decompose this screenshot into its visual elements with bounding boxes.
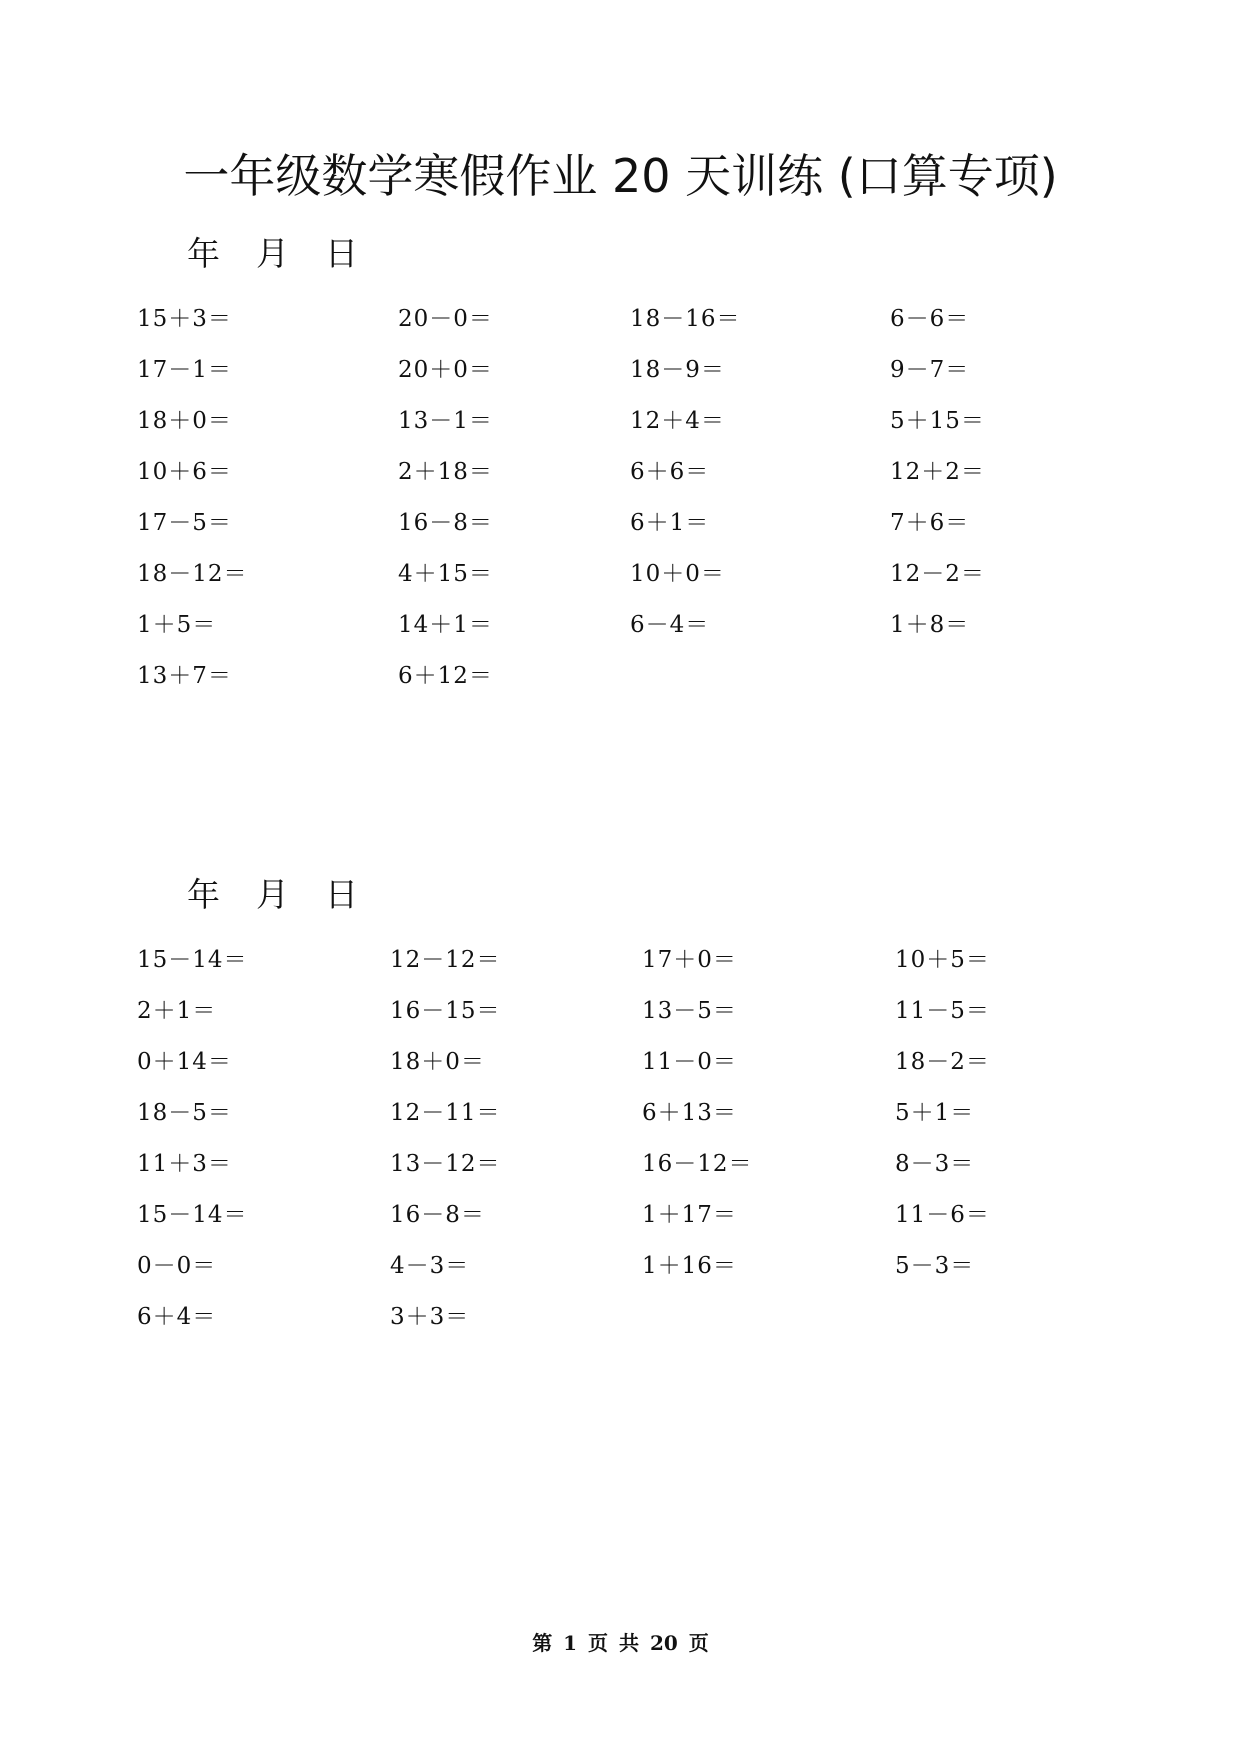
problem-item: 15＋3＝: [137, 306, 232, 332]
date-day-label: 日: [325, 875, 358, 914]
problem-item: 1＋17＝: [642, 1202, 737, 1228]
problem-item: 10＋0＝: [630, 561, 725, 587]
problem-item: 17－1＝: [137, 357, 232, 383]
date-line-2: [187, 875, 358, 915]
problem-item: 6＋13＝: [642, 1100, 737, 1126]
date-month-label: 月: [256, 875, 289, 914]
problem-item: 13－12＝: [390, 1151, 501, 1177]
problem-item: 12＋2＝: [890, 459, 985, 485]
problem-item: 6－6＝: [890, 306, 970, 332]
problem-item: 4－3＝: [390, 1253, 470, 1279]
page-title: 一年级数学寒假作业 20 天训练 (口算专项): [183, 149, 1058, 203]
problem-item: 10＋5＝: [895, 947, 990, 973]
problem-item: 1＋16＝: [642, 1253, 737, 1279]
problem-item: 15－14＝: [137, 947, 248, 973]
problem-item: 5＋1＝: [895, 1100, 975, 1126]
problem-item: 12－12＝: [390, 947, 501, 973]
problem-item: 10＋6＝: [137, 459, 232, 485]
date-month-label: 月: [256, 234, 289, 273]
problem-item: 12＋4＝: [630, 408, 725, 434]
page-footer: 第 1 页 共 20 页: [532, 1631, 709, 1655]
problem-item: 6＋1＝: [630, 510, 710, 536]
problem-item: 18－12＝: [137, 561, 248, 587]
problem-item: 16－12＝: [642, 1151, 753, 1177]
problem-item: 0－0＝: [137, 1253, 217, 1279]
problem-item: 16－8＝: [390, 1202, 485, 1228]
problem-item: 11－0＝: [642, 1049, 737, 1075]
problem-item: 4＋15＝: [398, 561, 493, 587]
problem-item: 2＋1＝: [137, 998, 217, 1024]
problem-item: 1＋8＝: [890, 612, 970, 638]
problem-item: 18－9＝: [630, 357, 725, 383]
problem-item: 17＋0＝: [642, 947, 737, 973]
problem-item: 3＋3＝: [390, 1304, 470, 1330]
problem-item: 6＋6＝: [630, 459, 710, 485]
date-line-1: [187, 234, 358, 274]
problem-item: 8－3＝: [895, 1151, 975, 1177]
problem-item: 11－6＝: [895, 1202, 990, 1228]
problem-item: 18－16＝: [630, 306, 741, 332]
problem-item: 12－11＝: [390, 1100, 501, 1126]
problem-item: 16－15＝: [390, 998, 501, 1024]
problem-item: 0＋14＝: [137, 1049, 232, 1075]
problem-item: 18＋0＝: [137, 408, 232, 434]
problem-item: 18－2＝: [895, 1049, 990, 1075]
date-year-label: 年: [187, 234, 220, 273]
date-year-label: 年: [187, 875, 220, 914]
problem-item: 6＋4＝: [137, 1304, 217, 1330]
problem-item: 20＋0＝: [398, 357, 493, 383]
problem-item: 16－8＝: [398, 510, 493, 536]
problem-item: 6－4＝: [630, 612, 710, 638]
problem-item: 14＋1＝: [398, 612, 493, 638]
problem-item: 1＋5＝: [137, 612, 217, 638]
problem-item: 18＋0＝: [390, 1049, 485, 1075]
problem-item: 11－5＝: [895, 998, 990, 1024]
problem-item: 13＋7＝: [137, 663, 232, 689]
problem-item: 12－2＝: [890, 561, 985, 587]
date-day-label: 日: [325, 234, 358, 273]
problem-item: 5－3＝: [895, 1253, 975, 1279]
problem-item: 2＋18＝: [398, 459, 493, 485]
problem-item: 9－7＝: [890, 357, 970, 383]
problem-item: 13－5＝: [642, 998, 737, 1024]
problem-item: 15－14＝: [137, 1202, 248, 1228]
problem-item: 13－1＝: [398, 408, 493, 434]
problem-item: 20－0＝: [398, 306, 493, 332]
problem-item: 17－5＝: [137, 510, 232, 536]
problem-item: 7＋6＝: [890, 510, 970, 536]
problem-item: 6＋12＝: [398, 663, 493, 689]
problem-item: 18－5＝: [137, 1100, 232, 1126]
problem-item: 5＋15＝: [890, 408, 985, 434]
problem-item: 11＋3＝: [137, 1151, 232, 1177]
